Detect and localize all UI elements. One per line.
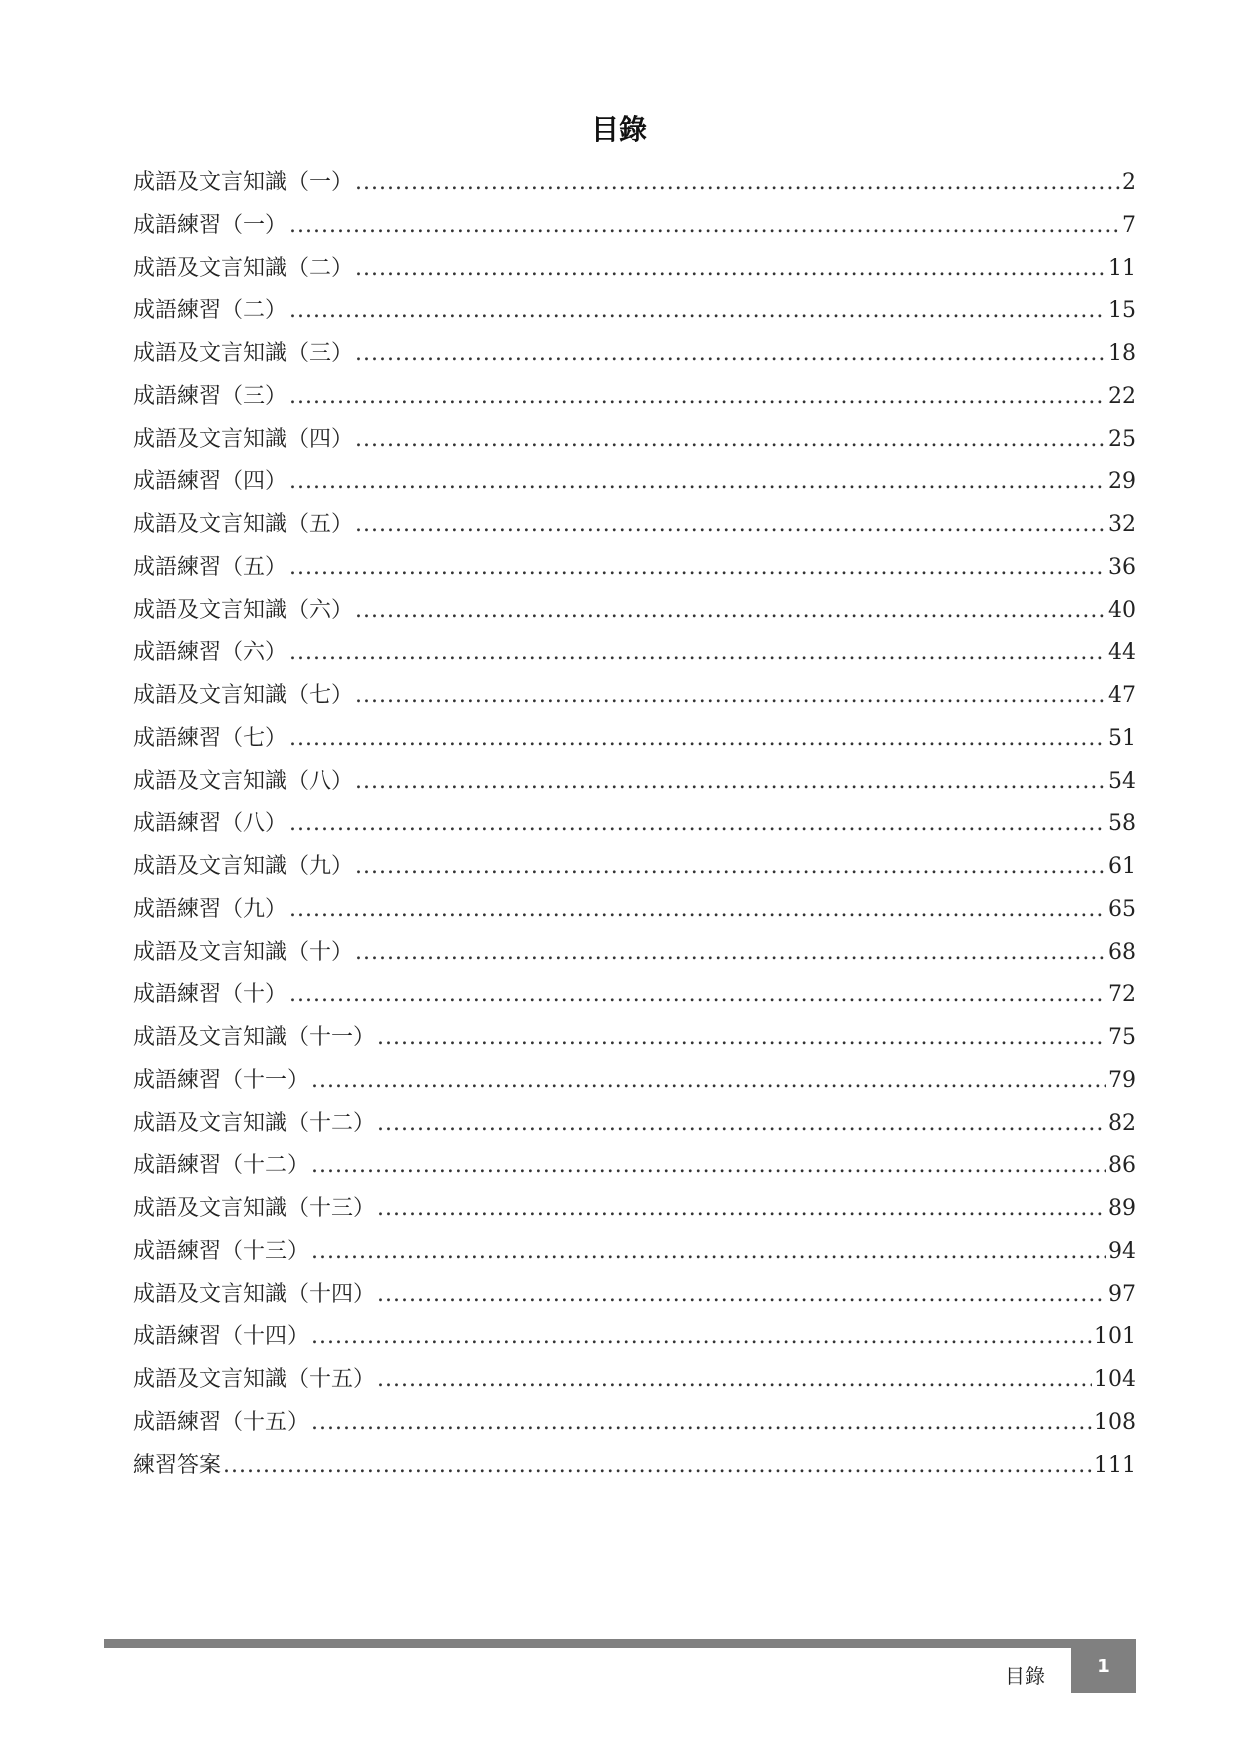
toc-entry[interactable] (133, 550, 1136, 593)
toc-entry-label: 成語練習（二） (133, 298, 288, 324)
toc-entry-label: 成語練習（十五） (133, 1409, 310, 1435)
table-of-contents (133, 165, 1136, 1490)
toc-entry-page-number: 101 (1094, 1324, 1136, 1350)
toc-entry-label: 成語及文言知識（一） (133, 170, 354, 195)
toc-entry[interactable] (133, 1319, 1136, 1362)
toc-entry-page-number: 104 (1094, 1367, 1136, 1392)
toc-entry[interactable] (133, 678, 1136, 721)
toc-entry-label: 成語及文言知識（九） (133, 854, 354, 879)
toc-entry[interactable] (133, 464, 1136, 507)
dot-leader (311, 1153, 1106, 1178)
toc-entry-page-number: 79 (1108, 1067, 1136, 1093)
toc-entry-label: 成語練習（七） (133, 725, 288, 751)
toc-entry-label: 成語及文言知識（七） (133, 683, 354, 708)
dot-leader (355, 256, 1106, 281)
toc-entry[interactable] (133, 1448, 1136, 1491)
toc-entry-label: 成語練習（十二） (133, 1153, 310, 1179)
toc-entry-page-number: 58 (1108, 811, 1136, 837)
toc-entry-page-number: 18 (1108, 341, 1136, 366)
toc-entry[interactable] (133, 849, 1136, 892)
dot-leader (289, 298, 1106, 323)
toc-entry[interactable] (133, 892, 1136, 935)
toc-entry-label: 成語及文言知識（六） (133, 597, 354, 623)
toc-entry[interactable] (133, 422, 1136, 465)
toc-entry[interactable] (133, 1106, 1136, 1149)
toc-entry-page-number: 47 (1108, 683, 1136, 708)
toc-entry[interactable] (133, 507, 1136, 550)
page-title: 目錄 (590, 113, 647, 146)
toc-entry[interactable] (133, 165, 1136, 208)
toc-entry-label: 成語練習（十） (133, 982, 288, 1008)
toc-entry[interactable] (133, 1234, 1136, 1277)
toc-entry[interactable] (133, 336, 1136, 379)
footer-rule (104, 1639, 1136, 1648)
toc-entry-page-number: 15 (1108, 298, 1136, 324)
dot-leader (289, 555, 1106, 580)
toc-entry-page-number: 22 (1108, 383, 1136, 409)
toc-entry-page-number: 51 (1108, 725, 1136, 751)
toc-entry-page-number: 108 (1094, 1409, 1136, 1435)
toc-entry-page-number: 65 (1108, 896, 1136, 922)
toc-entry-page-number: 36 (1108, 554, 1136, 580)
toc-entry-page-number: 2 (1122, 170, 1136, 195)
toc-entry-page-number: 82 (1108, 1110, 1136, 1136)
toc-entry[interactable] (133, 1191, 1136, 1234)
dot-leader (355, 683, 1106, 708)
toc-entry-label: 成語及文言知識（十五） (133, 1367, 376, 1392)
toc-entry-page-number: 111 (1094, 1452, 1136, 1478)
toc-entry-label: 成語及文言知識（五） (133, 512, 354, 537)
dot-leader (377, 1111, 1106, 1136)
dot-leader (355, 940, 1106, 965)
dot-leader (289, 213, 1120, 238)
toc-entry-label: 成語及文言知識（十三） (133, 1196, 376, 1221)
dot-leader (377, 1367, 1092, 1392)
toc-entry[interactable] (133, 379, 1136, 422)
toc-entry-label: 成語練習（三） (133, 383, 288, 409)
toc-entry-label: 成語練習（一） (133, 212, 288, 238)
toc-entry-label: 成語及文言知識（十） (133, 939, 354, 965)
dot-leader (355, 512, 1106, 537)
dot-leader (311, 1324, 1092, 1349)
dot-leader (311, 1239, 1106, 1264)
toc-entry[interactable] (133, 764, 1136, 807)
toc-entry-label: 成語及文言知識（二） (133, 255, 354, 281)
dot-leader (377, 1025, 1106, 1050)
dot-leader (355, 170, 1120, 195)
footer-page-number (1071, 1639, 1136, 1693)
toc-entry[interactable] (133, 1148, 1136, 1191)
toc-entry-label: 成語及文言知識（十一） (133, 1025, 376, 1050)
dot-leader (223, 1453, 1092, 1478)
toc-entry[interactable] (133, 208, 1136, 251)
toc-entry[interactable] (133, 293, 1136, 336)
toc-entry-page-number: 32 (1108, 512, 1136, 537)
toc-entry[interactable] (133, 721, 1136, 764)
toc-entry-page-number: 11 (1108, 255, 1136, 281)
dot-leader (311, 1068, 1106, 1093)
toc-entry[interactable] (133, 806, 1136, 849)
toc-entry[interactable] (133, 1405, 1136, 1448)
toc-entry[interactable] (133, 1020, 1136, 1063)
toc-entry-label: 成語練習（十四） (133, 1324, 310, 1350)
dot-leader (377, 1282, 1106, 1307)
toc-entry-page-number: 89 (1108, 1196, 1136, 1221)
dot-leader (289, 811, 1106, 836)
toc-entry-page-number: 61 (1108, 854, 1136, 879)
dot-leader (377, 1196, 1106, 1221)
dot-leader (289, 726, 1106, 751)
toc-entry-page-number: 75 (1108, 1025, 1136, 1050)
toc-entry[interactable] (133, 977, 1136, 1020)
toc-entry-label: 成語練習（六） (133, 640, 288, 666)
toc-entry-page-number: 7 (1122, 212, 1136, 238)
dot-leader (289, 469, 1106, 494)
dot-leader (289, 897, 1106, 922)
toc-entry-label: 練習答案 (133, 1452, 222, 1478)
dot-leader (289, 982, 1106, 1007)
dot-leader (311, 1410, 1092, 1435)
toc-entry-page-number: 94 (1108, 1238, 1136, 1264)
toc-entry-label: 成語練習（五） (133, 554, 288, 580)
toc-entry-label: 成語及文言知識（三） (133, 341, 354, 366)
toc-entry-label: 成語及文言知識（八） (133, 768, 354, 794)
toc-entry-page-number: 40 (1108, 597, 1136, 623)
toc-entry-page-number: 29 (1108, 469, 1136, 495)
toc-entry[interactable] (133, 635, 1136, 678)
toc-entry[interactable] (133, 593, 1136, 636)
footer-section-label: 目錄 (1005, 1664, 1045, 1688)
toc-entry-label: 成語及文言知識（四） (133, 426, 354, 452)
toc-entry-label: 成語及文言知識（十四） (133, 1281, 376, 1307)
toc-entry-page-number: 72 (1108, 982, 1136, 1008)
dot-leader (355, 341, 1106, 366)
toc-entry-page-number: 54 (1108, 768, 1136, 794)
dot-leader (355, 598, 1106, 623)
toc-entry-page-number: 44 (1108, 640, 1136, 666)
dot-leader (289, 384, 1106, 409)
page-number-text: 1 (1097, 1655, 1110, 1677)
toc-entry[interactable] (133, 935, 1136, 978)
toc-entry-page-number: 25 (1108, 426, 1136, 452)
toc-entry-label: 成語練習（十一） (133, 1067, 310, 1093)
toc-entry[interactable] (133, 1277, 1136, 1320)
toc-entry-label: 成語及文言知識（十二） (133, 1110, 376, 1136)
toc-entry-page-number: 86 (1108, 1153, 1136, 1179)
toc-entry-label: 成語練習（九） (133, 896, 288, 922)
toc-entry-page-number: 68 (1108, 939, 1136, 965)
toc-entry-label: 成語練習（四） (133, 469, 288, 495)
toc-entry-label: 成語練習（十三） (133, 1238, 310, 1264)
toc-entry-label: 成語練習（八） (133, 811, 288, 837)
dot-leader (355, 769, 1106, 794)
dot-leader (289, 640, 1106, 665)
toc-entry-page-number: 97 (1108, 1281, 1136, 1307)
dot-leader (355, 854, 1106, 879)
toc-entry[interactable] (133, 1362, 1136, 1405)
dot-leader (355, 427, 1106, 452)
toc-entry[interactable] (133, 1063, 1136, 1106)
toc-entry[interactable] (133, 251, 1136, 294)
